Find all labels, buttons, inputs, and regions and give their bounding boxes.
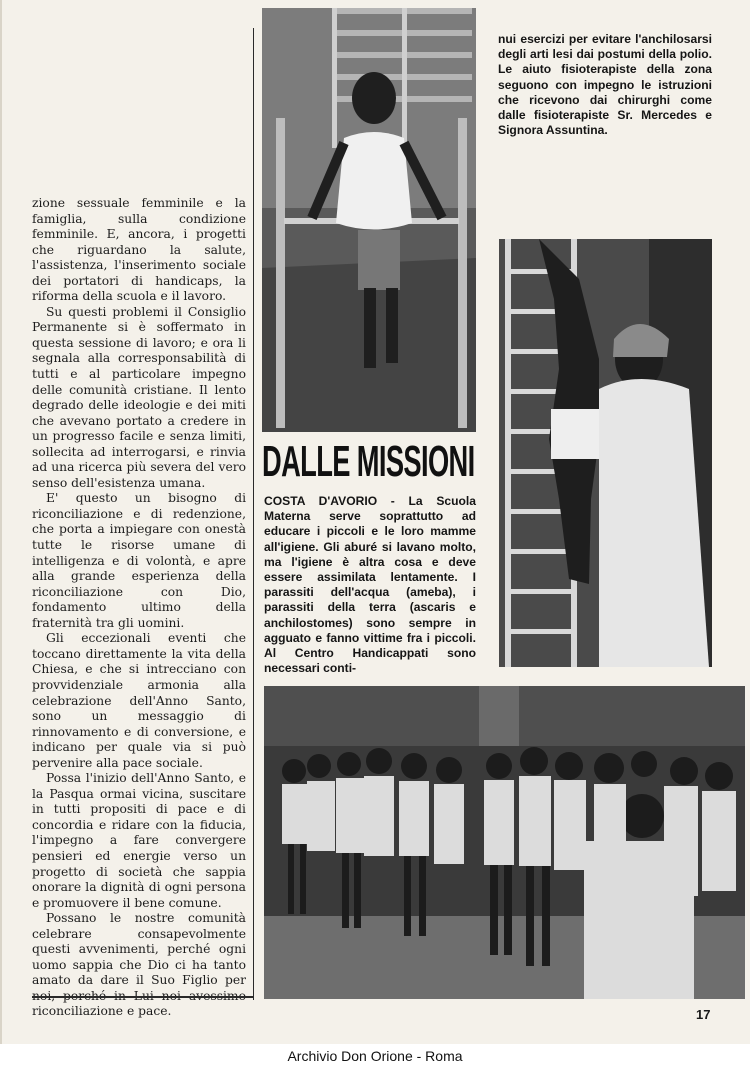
section-headline: DALLE MISSIONI: [262, 437, 475, 486]
paragraph: Gli eccezionali eventi che toccano direttamente la vita della Chiesa, e che si intrecciano con provvidenziale armonia alla celebrazione dell'Anno Santo, sono un messaggio di rinnovamento e di conversione, e indicano per quale via si può pervenire alla pace sociale.: [32, 631, 246, 770]
missions-column-text: COSTA D'AVORIO - La Scuola Materna serve soprattutto ad educare i piccoli e le loro mamme all'igiene. Gli aburé si lavano molto, ma l'igiene è altra cosa e deve essere assimilata lentamente. I parassiti dell'acqua (ameba), i parassiti della terra (ascaris e anchilostomes) sono sempre in agguato e fanno vittime fra i piccoli. Al Centro Handicappati sono necessari conti-: [264, 494, 476, 676]
paragraph: Possano le nostre comunità celebrare consapevolmente questi avvenimenti, perché ogni uomo sappia che Dio ci ha tanto amato da dare il Suo Figlio per riconciliazione e pace.: [32, 911, 246, 1019]
right-column-text: nui esercizi per evitare l'anchilosarsi degli arti lesi dai postumi della polio. Le aiuto fisioterapiste della zona seguono con impegno le istruzioni che ricevono dai chirurghi come dalle fisioterapiste Sr. Mercedes e Signora Assuntina.: [498, 32, 712, 138]
photo-child-parallel-bars: [262, 8, 476, 432]
archive-footer: Archivio Don Orione - Roma: [0, 1044, 750, 1068]
column-end-rule: [32, 996, 253, 998]
paragraph: E' questo un bisogno di riconciliazione e di redenzione, che porta a impiegare con onestà tutte le risorse umane di intelligenza e di volontà, e apre alla grande esperienza della riconciliazione con Dio, fondamento ultimo della fraternità tra gli uomini.: [32, 491, 246, 630]
paragraph: Su questi problemi il Consiglio Permanente si è soffermato in questa sessione di lavoro; e ora li segnala alla corresponsabilità di tutti e al particolare impegno delle comunità cristiane. Il lento degrado delle ideologie e dei miti che avevano portato a credere in un progresso facile e senza limiti, sollecita ad interrogarsi, e rinvia ad una ricerca più severa del vero senso dell'esistenza umana.: [32, 304, 246, 490]
photo-group-of-children: [264, 686, 745, 999]
left-column-text: [32, 196, 246, 1020]
paragraph: Possa l'inizio dell'Anno Santo, e la Pasqua ormai vicina, suscitare in tutti propositi di pace e di concordia e ridare con la fiducia, l'impegno a fare convergere pensieri ed energie verso un progetto di società che sappia onorare la dignità di ogni persona e promuovere il bene comune.: [32, 771, 246, 910]
column-divider: [253, 28, 254, 1000]
photo-therapist-wall-bars: [499, 239, 712, 667]
paragraph: zione sessuale femminile e la famiglia, sulla condizione femminile. E, ancora, i progetti che riguardano la salute, l'assistenza, l'inserimento sociale dei portatori di handicaps, la riforma della scuola e il lavoro.: [32, 196, 246, 304]
page-number: 17: [696, 1007, 711, 1022]
